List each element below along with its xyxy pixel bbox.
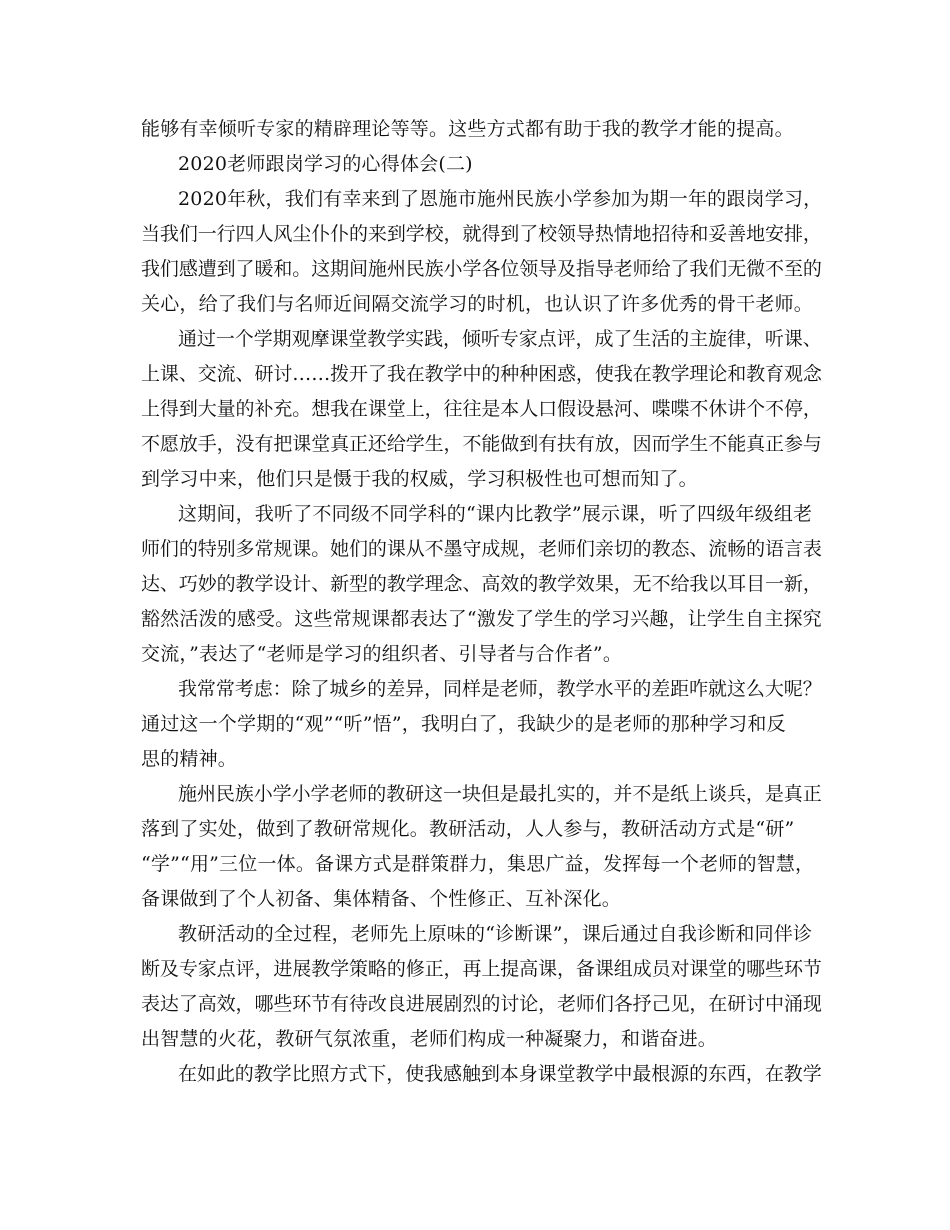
text-line: “学”“用”三位一体。备课方式是群策群力，集思广益，发挥每一个老师的智慧， — [141, 853, 815, 875]
text-line: 我常常考虑：除了城乡的差异，同样是老师，教学水平的差距咋就这么大呢？ — [178, 678, 822, 700]
text-line: 断及专家点评，进展教学策略的修正，再上提高课，备课组成员对课堂的哪些环节 — [141, 958, 822, 980]
text-line: 表达了高效，哪些环节有待改良进展剧烈的讨论，老师们各抒己见，在研讨中涌现 — [141, 993, 822, 1015]
text-line: 教研活动的全过程，老师先上原味的“诊断课”，课后通过自我诊断和同伴诊 — [178, 923, 813, 945]
text-line: 思的精神。 — [141, 748, 238, 770]
text-line: 上课、交流、研讨……拨开了我在教学中的种种困惑，使我在教学理论和教育观念 — [141, 363, 822, 385]
text-line: 这期间，我听了不同级不同学科的“课内比教学”展示课，听了四级年级组老 — [178, 503, 813, 525]
text-line: 落到了实处，做到了教研常规化。教研活动，人人参与，教研活动方式是“研” — [141, 818, 795, 840]
text-line: 不愿放手，没有把课堂真正还给学生，不能做到有扶有放，因而学生不能真正参与 — [141, 433, 822, 455]
text-line: 在如此的教学比照方式下，使我感触到本身课堂教学中最根源的东西，在教学 — [178, 1063, 822, 1085]
text-line: 我们感遭到了暖和。这期间施州民族小学各位领导及指导老师给了我们无微不至的 — [141, 258, 822, 280]
text-line: 备课做到了个人初备、集体精备、个性修正、互补深化。 — [141, 888, 622, 910]
text-line: 豁然活泼的感受。这些常规课都表达了“激发了学生的学习兴趣，让学生自主探究 — [141, 608, 822, 630]
text-line: 施州民族小学小学老师的教研这一块但是最扎实的，并不是纸上谈兵，是真正 — [178, 783, 822, 805]
text-line: 师们的特别多常规课。她们的课从不墨守成规，老师们亲切的教态、流畅的语言表 — [141, 538, 822, 560]
text-line: 出智慧的火花，教研气氛浓重，老师们构成一种凝聚力，和谐奋进。 — [141, 1028, 718, 1050]
text-line: 关心，给了我们与名师近间隔交流学习的时机，也认识了许多优秀的骨干老师。 — [141, 293, 814, 315]
text-line: 上得到大量的补充。想我在课堂上，往往是本人口假设悬河、喋喋不休讲个不停， — [141, 398, 822, 420]
text-line: 当我们一行四人风尘仆仆的来到学校，就得到了校领导热情地招待和妥善地安排， — [141, 223, 822, 245]
text-line: 2020年秋，我们有幸来到了恩施市施州民族小学参加为期一年的跟岗学习， — [178, 188, 823, 210]
text-line: 到学习中来，他们只是慑于我的权威，学习积极性也可想而知了。 — [141, 468, 698, 490]
text-line: 达、巧妙的教学设计、新型的教学理念、高效的教学效果，无不给我以耳目一新， — [141, 573, 822, 595]
text-line: 通过这一个学期的“观”“听”悟”，我明白了，我缺少的是老师的那种学习和反 — [141, 713, 786, 735]
text-line: 交流，”表达了“老师是学习的组织者、引导者与合作者”。 — [141, 643, 623, 665]
section-heading: 2020老师跟岗学习的心得体会(二) — [178, 153, 473, 175]
text-line: 能够有幸倾听专家的精辟理论等等。这些方式都有助于我的教学才能的提高。 — [141, 118, 794, 140]
text-line: 通过一个学期观摩课堂教学实践，倾听专家点评，成了生活的主旋律，听课、 — [178, 328, 822, 350]
